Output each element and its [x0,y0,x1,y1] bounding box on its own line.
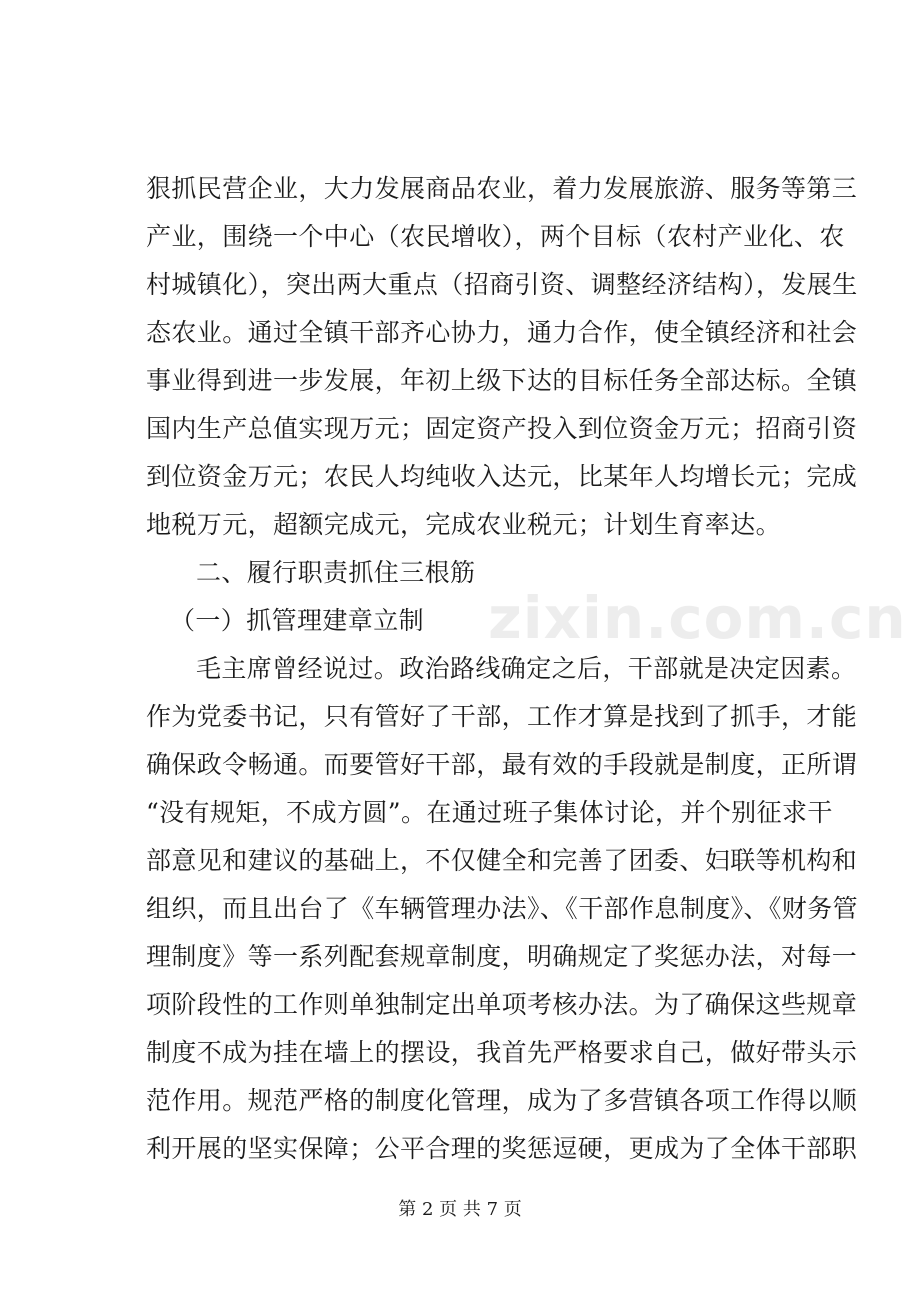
text-line-6: 国内生产总值实现万元；固定资产投入到位资金万元；招商引资 [146,414,858,443]
section-heading: 二、履行职责抓住三根筋 [196,558,476,587]
text-line-19: 制度不成为挂在墙上的摆设，我首先严格要求自己，做好带头示 [146,1038,858,1067]
text-line-12: 作为党委书记，只有管好了干部，工作才算是找到了抓手，才能 [146,702,858,731]
text-line-4: 态农业。通过全镇干部齐心协力，通力合作，使全镇经济和社会 [146,318,858,347]
text-line-20: 范作用。规范严格的制度化管理，成为了多营镇各项工作得以顺 [146,1086,858,1115]
text-line-21: 利开展的坚实保障；公平合理的奖惩逗硬，更成为了全体干部职 [146,1134,858,1163]
text-line-2: 产业，围绕一个中心（农民增收），两个目标（农村产业化、农 [146,222,845,251]
text-line-5: 事业得到进一步发展，年初上级下达的目标任务全部达标。全镇 [146,366,858,395]
watermark: zixin.com.cn [488,584,907,652]
text-line-3: 村城镇化），突出两大重点（招商引资、调整经济结构），发展生 [146,270,858,299]
text-line-1: 狠抓民营企业，大力发展商品农业，着力发展旅游、服务等第三 [146,174,858,203]
text-line-13: 确保政令畅通。而要管好干部，最有效的手段就是制度，正所谓 [146,750,858,779]
text-line-8: 地税万元，超额完成元，完成农业税元；计划生育率达。 [146,510,782,539]
text-line-7: 到位资金万元；农民人均纯收入达元，比某年人均增长元；完成 [146,462,858,491]
text-line-14: “没有规矩，不成方圆”。在通过班子集体讨论，并个别征求干 [146,798,833,827]
text-line-16: 组织，而且出台了《车辆管理办法》、《干部作息制度》、《财务管 [146,894,859,923]
page-footer: 第 2 页 共 7 页 [398,1199,522,1220]
subsection-heading: （一）抓管理建章立制 [170,606,425,635]
text-line-18: 项阶段性的工作则单独制定出单项考核办法。为了确保这些规章 [146,990,858,1019]
text-line-15: 部意见和建议的基础上，不仅健全和完善了团委、妇联等机构和 [146,846,858,875]
text-line-17: 理制度》等一系列配套规章制度，明确规定了奖惩办法，对每一 [146,942,858,971]
text-line-11: 毛主席曾经说过。政治路线确定之后，干部就是决定因素。 [196,654,857,683]
